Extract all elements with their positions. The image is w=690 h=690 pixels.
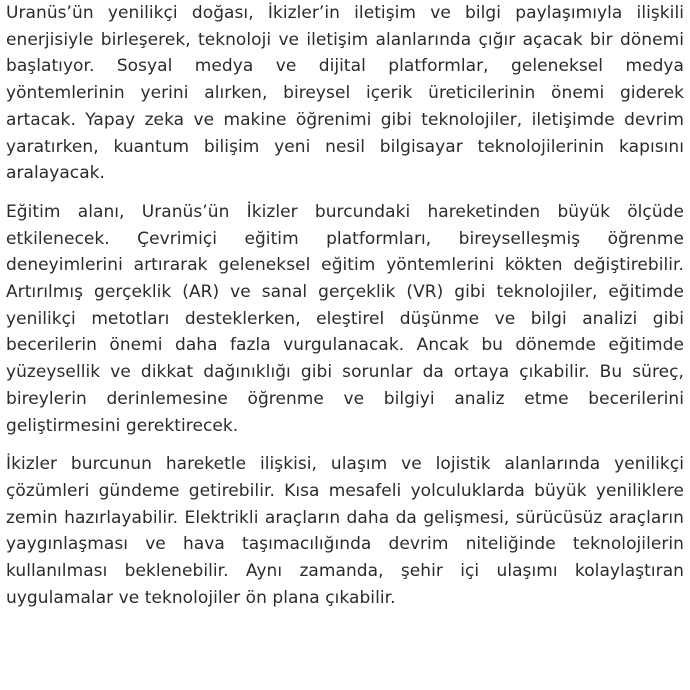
paragraph-transport: İkizler burcunun hareketle ilişkisi, ulaşım ve lojistik alanlarında yenilikçi çözümleri gündeme getirebilir. Kısa mesafeli yolculuklarda büyük yeniliklere zemin hazırlayabilir. Elektrikli araçların daha da gelişmesi, sürücüsüz araçların yaygınlaşması ve hava taşımacılığında devrim niteliğinde teknolojilerin kullanılması beklenebilir. Aynı zamanda, şehir içi ulaşımı kolaylaştıran uygulamalar ve teknolojiler ön plana çıkabilir. bbox=[6, 454, 684, 608]
article-body bbox=[6, 0, 684, 623]
paragraph-education: Eğitim alanı, Uranüs’ün İkizler burcundaki hareketinden büyük ölçüde etkilenecek. Çevrimiçi eğitim platformları, bireyselleşmiş öğrenme deneyimlerini artırarak geleneksel eğitim yöntemlerini kökten değiştirebilir. Artırılmış gerçeklik (AR) ve sanal gerçeklik (VR) gibi teknolojiler, eğitimde yenilikçi metotları desteklerken, eleştirel düşünme ve bilgi analizi gibi becerilerin önemi daha fazla vurgulanacak. Ancak bu dönemde eğitimde yüzeysellik ve dikkat dağınıklığı gibi sorunlar da ortaya çıkabilir. Bu süreç, bireylerin derinlemesine öğrenme ve bilgiyi analiz etme becerilerini geliştirmesini gerektirecek. bbox=[6, 201, 684, 436]
paragraph-technology: Uranüs’ün yenilikçi doğası, İkizler’in iletişim ve bilgi paylaşımıyla ilişkili enerjisiyle birleşerek, teknoloji ve iletişim alanlarında çığır açacak bir dönemi başlatıyor. Sosyal medya ve dijital platformlar, geleneksel medya yöntemlerinin yerini alırken, bireysel içerik üreticilerinin önemi giderek artacak. Yapay zeka ve makine öğrenimi gibi teknolojiler, iletişimde devrim yaratırken, kuantum bilişim yeni nesil bilgisayar teknolojilerinin kapısını aralayacak. bbox=[6, 3, 684, 184]
